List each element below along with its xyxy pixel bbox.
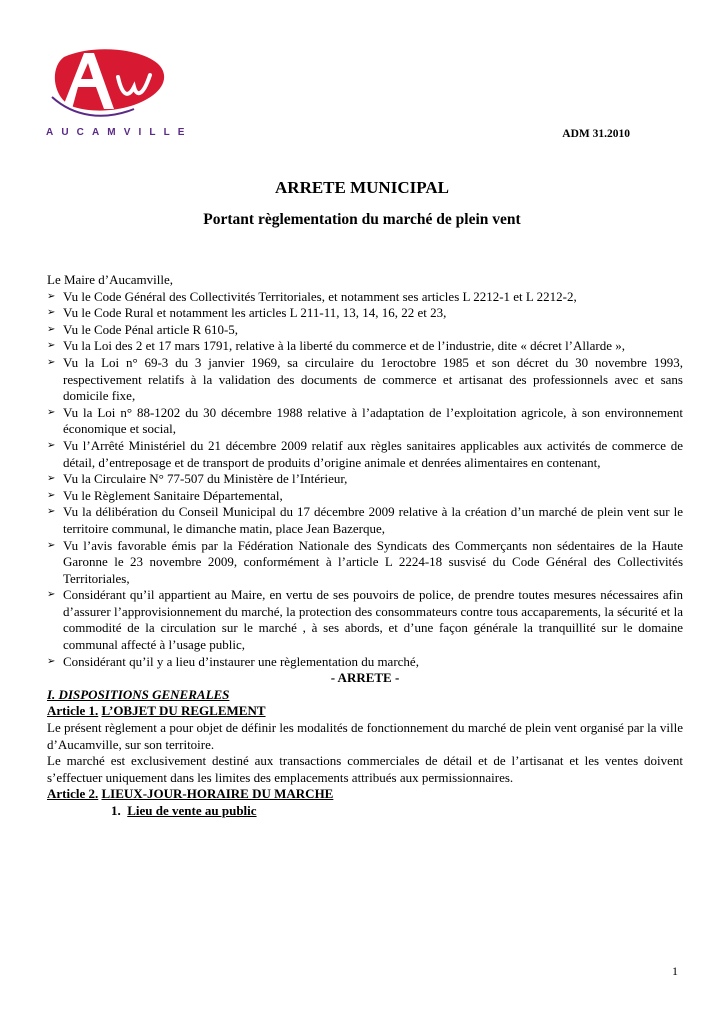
list-item: ➢ Considérant qu’il y a lieu d’instaurer une règlementation du marché, bbox=[47, 653, 419, 669]
arrow-bullet-icon: ➢ bbox=[47, 290, 56, 302]
list-item: ➢ Vu la Loi n° 69-3 du 3 janvier 1969, sa circulaire du 1eroctobre 1985 et son décret du 30 novembre 1993, respectivement relatifs à la validation des documents de commerce et artisanat des professionnels avec et sans domicile fixe, bbox=[47, 354, 683, 404]
list-item: ➢ Vu le Règlement Sanitaire Départemental, bbox=[47, 487, 283, 503]
intro-line: Le Maire d’Aucamville, bbox=[47, 272, 173, 287]
list-item: ➢ Vu l’Arrêté Ministériel du 21 décembre 2009 relatif aux règles sanitaires applicables aux activités de commerce de détail, d’entreposage et de transport de produits d’origine animale et denrées alimentaires en contenant, bbox=[47, 437, 683, 470]
list-item: ➢ Vu le Code Pénal article R 610-5, bbox=[47, 321, 239, 337]
arrow-bullet-icon: ➢ bbox=[47, 473, 56, 485]
article-2-subheading: 1. Lieu de vente au public bbox=[111, 803, 257, 818]
list-item: ➢ Vu la délibération du Conseil Municipal du 17 décembre 2009 relative à la création d’un marché de plein vent sur le territoire communal, le dimanche matin, place Jean Bazerque, bbox=[47, 504, 683, 536]
article-2-heading: Article 2. LIEUX-JOUR-HORAIRE DU MARCHE bbox=[47, 786, 334, 802]
arrow-bullet-icon: ➢ bbox=[47, 356, 56, 368]
arrow-bullet-icon: ➢ bbox=[47, 489, 56, 501]
arrow-bullet-icon: ➢ bbox=[47, 307, 56, 319]
page-number: 1 bbox=[672, 964, 678, 978]
aucamville-logo bbox=[44, 47, 193, 141]
section-heading: I. DISPOSITIONS GENERALES bbox=[47, 686, 230, 702]
logo-text: AUCAMVILLE bbox=[46, 127, 193, 138]
article-1-heading: Article 1. L’OBJET DU REGLEMENT bbox=[47, 703, 266, 719]
list-item: ➢ Considérant qu’il appartient au Maire, en vertu de ses pouvoirs de police, de prendre toutes mesures nécessaires afin d’assurer l’approvisionnement du marché, la protection des consommateurs contre tous accaparements, la sécurité et la commodité de la circulation sur le marché , à ses abords, et d’une façon générale la tranquillité sur le domaine communal affecté à l’usage public, bbox=[47, 587, 683, 653]
arrow-bullet-icon: ➢ bbox=[47, 323, 56, 335]
document-title: ARRETE MUNICIPAL bbox=[275, 178, 449, 197]
article-1-paragraph: Le présent règlement a pour objet de définir les modalités de fonctionnement du marché de plein vent organisé par la ville d’Aucamville, sur son territoire. bbox=[47, 720, 683, 752]
arrow-bullet-icon: ➢ bbox=[47, 506, 56, 518]
list-item: ➢ Vu la Circulaire N° 77-507 du Ministère de l’Intérieur, bbox=[47, 471, 348, 487]
document-subtitle: Portant règlementation du marché de plein vent bbox=[203, 211, 521, 228]
list-item: ➢ Vu le Code Général des Collectivités Territoriales, et notamment ses articles L 2212-1 et L 2212-2, bbox=[47, 288, 577, 304]
logo-mark-icon bbox=[44, 47, 174, 127]
document-reference: ADM 31.2010 bbox=[562, 128, 630, 140]
article-1-paragraph: Le marché est exclusivement destiné aux transactions commerciales de détail et de l’artisanat et les ventes doivent s’effectuer uniquement dans les limites des emplacements attribués aux permissionnaires. bbox=[47, 753, 683, 785]
list-item: ➢ Vu la Loi n° 88-1202 du 30 décembre 1988 relative à l’adaptation de l’exploitation agricole, à son environnement économique et social, bbox=[47, 404, 683, 437]
arrow-bullet-icon: ➢ bbox=[47, 589, 56, 601]
arrow-bullet-icon: ➢ bbox=[47, 655, 56, 667]
arrete-heading: - ARRETE - bbox=[330, 670, 400, 686]
arrow-bullet-icon: ➢ bbox=[47, 539, 56, 551]
document-body bbox=[47, 272, 683, 820]
list-item: ➢ Vu la Loi des 2 et 17 mars 1791, relative à la liberté du commerce et de l’industrie, dite « décret l’Allarde », bbox=[47, 338, 625, 354]
considerations-list bbox=[47, 289, 683, 671]
list-item: ➢ Vu le Code Rural et notamment les articles L 211-11, 13, 14, 16, 22 et 23, bbox=[47, 305, 447, 321]
list-item: ➢ Vu l’avis favorable émis par la Fédération Nationale des Syndicats des Commerçants non sédentaires de la Haute Garonne le 23 novembre 2009, conformément à l’article L 2224-18 susvisé du Code Général des Collectivités Territoriales, bbox=[47, 537, 683, 586]
arrow-bullet-icon: ➢ bbox=[47, 439, 56, 451]
arrow-bullet-icon: ➢ bbox=[47, 406, 56, 418]
arrow-bullet-icon: ➢ bbox=[47, 340, 56, 352]
